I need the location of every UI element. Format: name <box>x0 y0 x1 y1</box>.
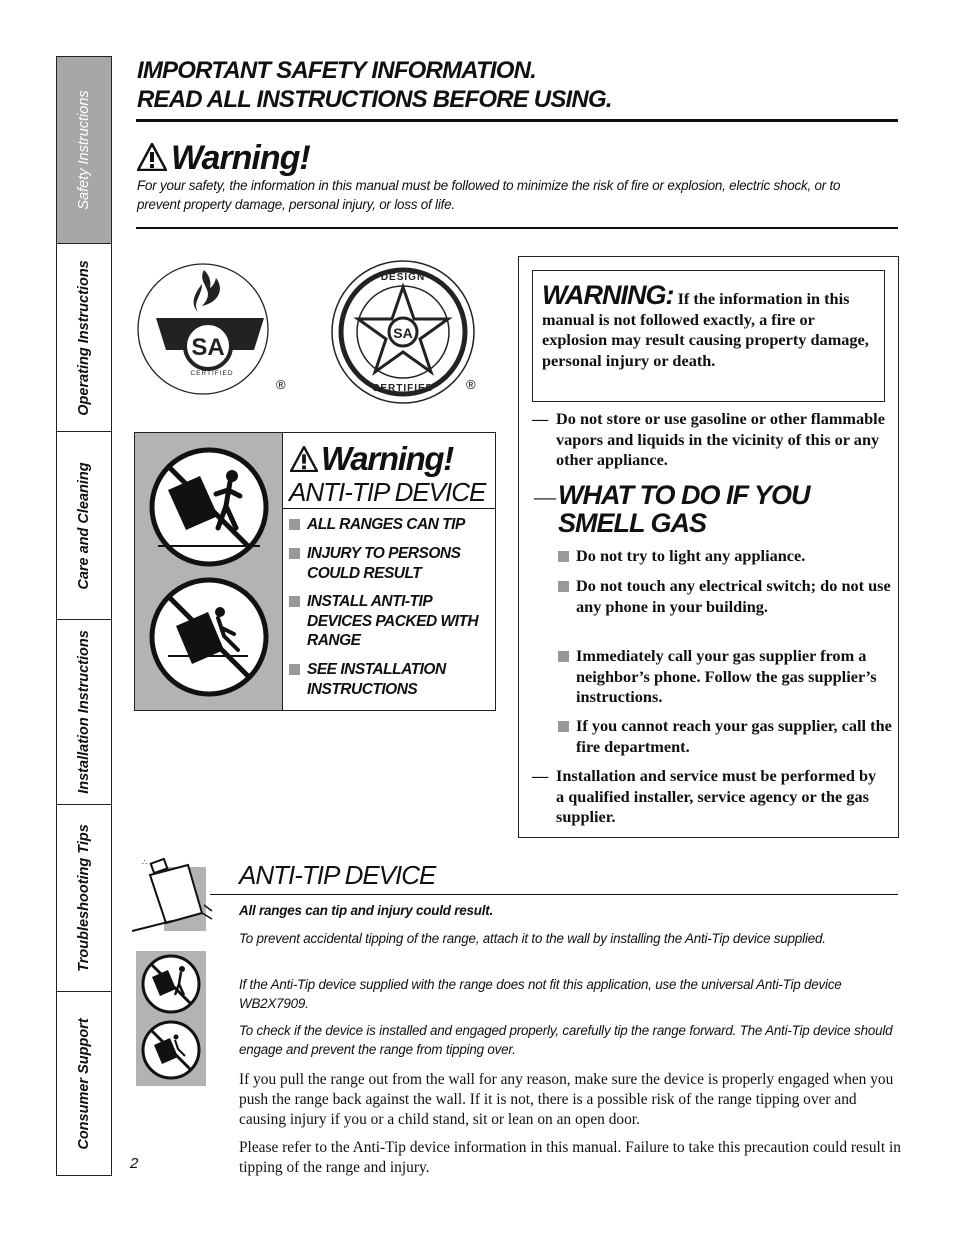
antitip-para-4: To check if the device is installed and engaged properly, carefully tip the range forward. The Anti-Tip device should engage and prevent the range from tipping over. <box>239 1023 893 1057</box>
warning-intro: For your safety, the information in this manual must be followed to minimize the risk of fire or explosion, electric shock, or to prevent property damage, personal injury, or loss of life. <box>137 178 841 212</box>
antitip-rule <box>283 508 496 509</box>
tab-label: Installation Instructions <box>76 630 92 794</box>
heading-line-2: READ ALL INSTRUCTIONS BEFORE USING. <box>137 86 612 113</box>
tab-troubleshooting-tips[interactable] <box>57 805 111 992</box>
antitip-bullet-item <box>289 592 489 651</box>
warning-triangle-icon <box>137 143 167 171</box>
side-tab-bar <box>56 56 112 1176</box>
bullet-square-icon <box>289 548 300 559</box>
antitip-bullet-text: ALL RANGES CAN TIP <box>307 516 465 533</box>
intro-rule <box>136 227 898 229</box>
gas-dash-item <box>532 409 887 471</box>
antitip-bullet-item <box>289 544 489 583</box>
antitip-subtitle: ANTI-TIP DEVICE <box>289 477 486 507</box>
bullet-square-icon <box>289 519 300 530</box>
gas-dash-item <box>532 766 887 828</box>
tab-operating-instructions[interactable] <box>57 244 111 432</box>
bullet-square-icon <box>558 651 569 662</box>
tab-label: Safety Instructions <box>76 90 92 210</box>
bullet-square-icon <box>289 664 300 675</box>
antitip-bullet-text: INSTALL ANTI-TIP DEVICES PACKED WITH RANGE <box>307 593 479 649</box>
no-tipping-range-small-icon <box>140 953 202 1015</box>
antitip-bullet-text: SEE INSTALLATION INSTRUCTIONS <box>307 661 446 698</box>
bullet-square-icon <box>558 721 569 732</box>
header-rule <box>136 119 898 122</box>
no-tipping-range-icon <box>148 446 270 568</box>
dash-item-text: Installation and service must be performed by a qualified installer, service agency or the gas supplier. <box>556 766 877 826</box>
bullet-square-icon <box>289 596 300 607</box>
tab-safety-instructions[interactable] <box>57 57 111 244</box>
certified-text: CERTIFIED <box>372 383 434 394</box>
page-number: 2 <box>130 1155 139 1172</box>
csa-certified-text: CERTIFIED <box>190 370 234 377</box>
gas-bullet-item <box>557 546 892 567</box>
warning-title <box>137 139 310 178</box>
no-tipping-range-child-small-icon <box>140 1019 202 1081</box>
antitip-bullet-text: INJURY TO PERSONS COULD RESULT <box>307 545 461 582</box>
design-certified-star-logo <box>330 259 476 405</box>
tab-label: Consumer Support <box>76 1017 92 1150</box>
antitip-para-3: If the Anti-Tip device supplied with the range does not fit this application, use the universal Anti-Tip device WB2X7909. <box>239 977 842 1011</box>
gas-bullet-item <box>557 646 892 708</box>
tab-label: Operating Instructions <box>76 259 92 416</box>
antitip-para-5: If you pull the range out from the wall for any reason, make sure the device is properly engaged when you push the range back against the wall. If it is not, there is a possible risk of the range tipping over and causing injury if you or a child stand, sit or lean on an open door. <box>239 1071 894 1128</box>
csa-certified-logo <box>136 258 270 404</box>
smell-heading-line-1: WHAT TO DO IF YOU <box>558 480 810 510</box>
dash-item-text: Do not store or use gasoline or other flammable vapors and liquids in the vicinity of this or any other appliance. <box>556 409 885 469</box>
gas-warning-text <box>542 280 872 371</box>
bullet-square-icon <box>558 551 569 562</box>
antitip-para-2: To prevent accidental tipping of the range, attach it to the wall by installing the Anti-Tip device supplied. <box>239 931 826 946</box>
antitip-bullet-item <box>289 515 489 535</box>
gas-warning-body: If the information in this manual is not followed exactly, a fire or explosion may result causing property damage, personal injury or death. <box>542 289 869 370</box>
tipping-range-illustration-icon <box>132 855 218 935</box>
tab-consumer-support[interactable] <box>57 992 111 1175</box>
svg-text:∴: ∴ <box>142 858 148 867</box>
section-rule <box>210 894 898 895</box>
gas-bullet-text: Do not try to light any appliance. <box>576 546 806 565</box>
no-tipping-range-child-icon <box>148 576 270 698</box>
tab-label: Care and Cleaning <box>76 461 92 590</box>
gas-bullet-text: Do not touch any electrical switch; do not use any phone in your building. <box>576 576 891 616</box>
tab-label: Troubleshooting Tips <box>76 824 92 972</box>
bullet-square-icon <box>558 581 569 592</box>
gas-bullet-text: Immediately call your gas supplier from a neighbor’s phone. Follow the gas supplier’s instructions. <box>576 646 877 706</box>
tab-installation-instructions[interactable] <box>57 620 111 805</box>
smell-heading-line-2: SMELL GAS <box>558 508 707 538</box>
heading-line-1: IMPORTANT SAFETY INFORMATION. <box>137 57 537 84</box>
design-text: DESIGN <box>380 272 426 283</box>
tab-care-and-cleaning[interactable] <box>57 432 111 620</box>
antitip-para-6: Please refer to the Anti-Tip device information in this manual. Failure to take this precaution could result in tipping of the range and injury. <box>239 1139 901 1176</box>
svg-text:SA: SA <box>191 334 225 361</box>
registered-mark: ® <box>276 377 286 392</box>
antitip-para-1: All ranges can tip and injury could result. <box>239 903 494 918</box>
smell-gas-heading <box>558 481 810 537</box>
page-heading <box>137 56 897 114</box>
warning-title-text: Warning! <box>171 139 310 177</box>
warning-triangle-icon <box>290 446 318 472</box>
dash-mark: — <box>534 484 556 509</box>
dash-mark: — <box>532 766 549 785</box>
gas-bullet-text: If you cannot reach your gas supplier, call the fire department. <box>576 716 892 756</box>
registered-mark: ® <box>466 377 476 392</box>
gas-bullet-item <box>557 576 892 617</box>
gas-bullet-item <box>557 716 892 757</box>
dash-mark: — <box>532 409 549 428</box>
antitip-section-heading: ANTI-TIP DEVICE <box>239 860 436 890</box>
gas-warning-label: WARNING: <box>542 280 674 310</box>
svg-text:SA: SA <box>393 325 413 341</box>
antitip-warning-title-text: Warning! <box>321 440 453 477</box>
antitip-warning-title <box>290 440 453 478</box>
antitip-bullet-item <box>289 660 489 699</box>
